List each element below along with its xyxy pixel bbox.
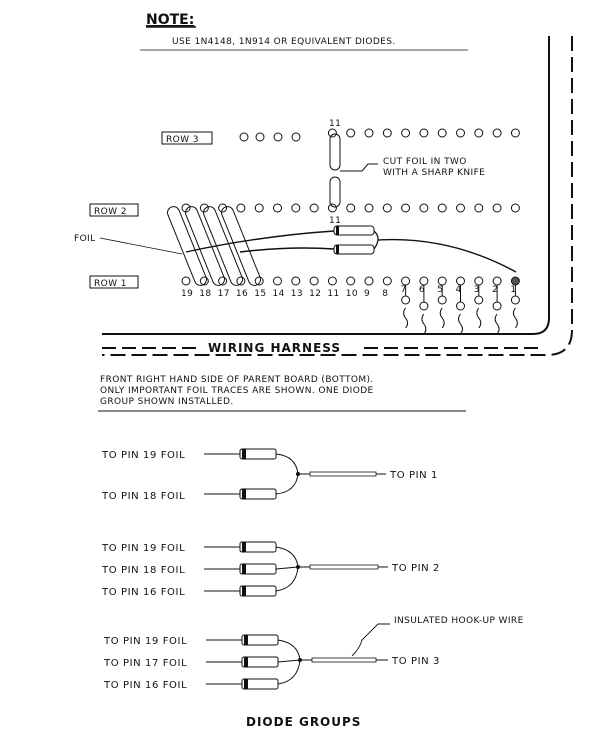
cut-pointer (340, 164, 378, 171)
row2-pad (255, 204, 263, 212)
note-heading: NOTE: (146, 12, 195, 28)
row1-pad (493, 277, 501, 285)
board-edge-outer (102, 36, 549, 334)
board-edge-inner (102, 36, 572, 355)
diode-group-2 (101, 542, 440, 598)
row1-number: 19 (181, 289, 194, 299)
row1-pad (310, 277, 318, 285)
row3-pad (438, 129, 446, 137)
svg-text:TO PIN 18 FOIL: TO PIN 18 FOIL (102, 565, 186, 576)
diode-group-3 (103, 616, 524, 691)
row1-pad (383, 277, 391, 285)
row2-label (90, 204, 138, 217)
row1-number: 11 (327, 289, 340, 299)
row3-pad (420, 129, 428, 137)
row2-pads (182, 204, 519, 212)
row1-number: 18 (199, 289, 212, 299)
row1-number: 8 (382, 289, 389, 299)
row3-pads (240, 129, 519, 141)
row2-pad (457, 204, 465, 212)
caption-line1: FRONT RIGHT HAND SIDE OF PARENT BOARD (BOTTOM). (100, 375, 374, 385)
row2-pad (402, 204, 410, 212)
note-text: USE 1N4148, 1N914 OR EQUIVALENT DIODES. (172, 37, 396, 47)
row3-pad (274, 133, 282, 141)
svg-text:TO PIN 19 FOIL: TO PIN 19 FOIL (102, 450, 186, 461)
row2-pad (292, 204, 300, 212)
svg-text:TO PIN 16 FOIL: TO PIN 16 FOIL (102, 587, 186, 598)
row1-pad (292, 277, 300, 285)
row1-label (90, 276, 138, 289)
row1-pad (182, 277, 190, 285)
row3-pad (240, 133, 248, 141)
row1-numbers (181, 285, 517, 299)
svg-text:TO PIN 17 FOIL: TO PIN 17 FOIL (104, 658, 188, 669)
row1-pad (328, 277, 336, 285)
row1-number: 5 (437, 285, 444, 295)
row3-pad (475, 129, 483, 137)
row1-pad (365, 277, 373, 285)
svg-text:TO PIN 1: TO PIN 1 (390, 470, 438, 481)
svg-text:TO PIN 19 FOIL: TO PIN 19 FOIL (104, 636, 188, 647)
row1-pad (511, 277, 519, 285)
row1-number: 12 (309, 289, 322, 299)
row2-pad (310, 204, 318, 212)
svg-text:TO PIN 16 FOIL: TO PIN 16 FOIL (104, 680, 188, 691)
pin11-row2-label: 11 (329, 216, 342, 226)
foil-label: FOIL (74, 234, 96, 244)
row1-pad (402, 277, 410, 285)
row1-pad (457, 277, 465, 285)
svg-text:TO PIN 2: TO PIN 2 (392, 563, 440, 574)
row3-pad (383, 129, 391, 137)
row2-pad (420, 204, 428, 212)
row1-number: 16 (235, 289, 249, 299)
row3-pad (328, 129, 336, 137)
row1-pad (347, 277, 355, 285)
row1-number: 2 (492, 285, 499, 295)
diode-groups-title: DIODE GROUPS (246, 715, 362, 729)
svg-text:TO PIN 19 FOIL: TO PIN 19 FOIL (102, 543, 186, 554)
wiring-harness-label: WIRING HARNESS (208, 341, 342, 355)
row1-pad (274, 277, 282, 285)
row2-pad (274, 204, 282, 212)
row1-number: 7 (400, 285, 407, 295)
row1-number: 17 (217, 289, 230, 299)
caption-line3: GROUP SHOWN INSTALLED. (100, 397, 234, 407)
row3-pad (457, 129, 465, 137)
row3-pad (365, 129, 373, 137)
row3-pad (292, 133, 300, 141)
row3-pad (347, 129, 355, 137)
row1-number: 13 (290, 289, 304, 299)
svg-text:TO PIN 3: TO PIN 3 (392, 656, 440, 667)
row3-pad (402, 129, 410, 137)
row2-pad (383, 204, 391, 212)
foil-trace-lower (330, 177, 340, 207)
row1-number: 14 (272, 289, 285, 299)
row2-pad (438, 204, 446, 212)
row1-number: 6 (418, 285, 426, 295)
row2-pad (475, 204, 483, 212)
row1-pad (475, 277, 483, 285)
row2-pad (219, 204, 227, 212)
foil-trace-upper (330, 134, 340, 170)
row2-pad (511, 204, 519, 212)
diode-group-1 (101, 449, 438, 502)
row2-pad (493, 204, 501, 212)
row3-pad (256, 133, 264, 141)
row2-pad (365, 204, 373, 212)
cut-note-line1: CUT FOIL IN TWO (383, 157, 467, 167)
row1-number: 10 (345, 289, 358, 299)
cut-note-line2: WITH A SHARP KNIFE (383, 168, 486, 178)
svg-text:ROW 3: ROW 3 (166, 135, 199, 145)
row3-pad (511, 129, 519, 137)
row2-pad (237, 204, 245, 212)
svg-text:ROW 2: ROW 2 (94, 207, 127, 217)
row1-number: 4 (455, 285, 462, 295)
row3-label (162, 132, 212, 145)
row2-pad (347, 204, 355, 212)
row1-number: 1 (510, 285, 517, 295)
row1-number: 15 (254, 289, 267, 299)
svg-text:ROW 1: ROW 1 (94, 279, 127, 289)
svg-text:TO PIN 18 FOIL: TO PIN 18 FOIL (102, 491, 186, 502)
row1-number: 9 (364, 289, 371, 299)
pin11-top-label: 11 (329, 119, 342, 129)
caption-line2: ONLY IMPORTANT FOIL TRACES ARE SHOWN. ONE DIODE (100, 386, 374, 396)
row1-pad (438, 277, 446, 285)
row3-pad (493, 129, 501, 137)
foil-pointer (100, 238, 182, 254)
svg-text:INSULATED HOOK-UP WIRE: INSULATED HOOK-UP WIRE (394, 616, 524, 626)
row1-number: 3 (473, 285, 480, 295)
row2-pad (328, 204, 336, 212)
row1-pad (420, 277, 428, 285)
